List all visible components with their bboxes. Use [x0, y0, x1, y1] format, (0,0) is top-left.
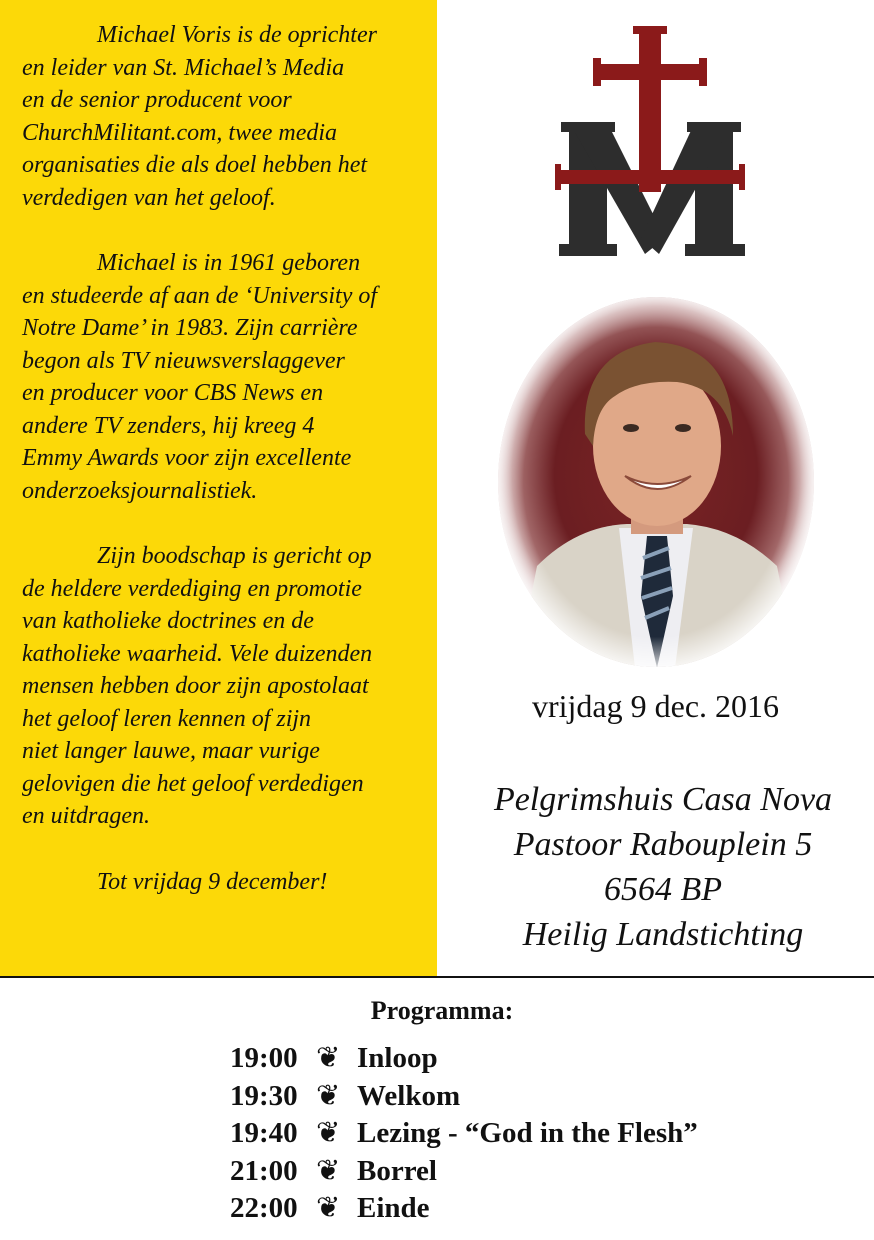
bio-line: onderzoeksjournalistiek.: [22, 477, 258, 504]
section-divider: [0, 976, 874, 978]
bio-line: ChurchMilitant.com, twee media: [22, 119, 338, 146]
venue-address: [437, 777, 874, 957]
bio-line: mensen hebben door zijn apostolaat: [22, 673, 369, 699]
program-label: Einde: [357, 1192, 430, 1224]
program-time: 19:30: [230, 1079, 298, 1112]
program-item: [230, 1115, 698, 1153]
program-title: Programma:: [370, 996, 514, 1025]
biography-text: [22, 19, 432, 931]
venue-line: 6564 BP: [603, 871, 723, 908]
venue-line: Heilig Landstichting: [522, 916, 804, 953]
bio-line: gelovigen die het geloof verdedigen: [22, 770, 364, 797]
bio-line: organisaties die als doel hebben het: [22, 152, 368, 178]
cross-shaft-overlay: [639, 122, 661, 192]
program-label: Lezing - “God in the Flesh”: [357, 1117, 698, 1149]
cross-over-m-logo: [555, 26, 745, 264]
bio-line: en leider van St. Michael’s Media: [22, 54, 345, 81]
bio-line: Michael is in 1961 geboren: [97, 250, 361, 276]
portrait-fade: [497, 296, 815, 668]
program-time: 22:00: [230, 1192, 298, 1224]
bio-line: Zijn boodschap is gericht op: [97, 543, 372, 569]
swash-bullet-icon: ❦: [316, 1079, 341, 1112]
bio-line: niet langer lauwe, maar vurige: [22, 738, 320, 764]
portrait-photo: [497, 296, 815, 668]
program-time: 19:00: [230, 1042, 298, 1074]
bio-line: verdedigen van het geloof.: [22, 184, 276, 211]
bio-line: Michael Voris is de oprichter: [97, 22, 377, 48]
event-date: vrijdag 9 dec. 2016: [531, 688, 780, 724]
program-label: Welkom: [357, 1079, 461, 1112]
bio-line: en uitdragen.: [22, 803, 150, 829]
swash-bullet-icon: ❦: [316, 1042, 341, 1074]
swash-bullet-icon: ❦: [316, 1154, 341, 1187]
bio-closing: [22, 866, 432, 899]
swash-bullet-icon: ❦: [316, 1192, 341, 1224]
program-item: [230, 1190, 698, 1228]
program-time: 19:40: [230, 1117, 298, 1149]
program-time: 21:00: [230, 1154, 298, 1187]
swash-bullet-icon: ❦: [316, 1117, 341, 1149]
bio-line: andere TV zenders, hij kreeg 4: [22, 412, 315, 439]
bio-line: Emmy Awards voor zijn excellente: [22, 445, 352, 471]
program-item: [230, 1153, 698, 1191]
program-label: Inloop: [357, 1042, 438, 1074]
bio-line: de heldere verdediging en promotie: [22, 575, 362, 602]
program-item: [230, 1078, 698, 1116]
bio-line: katholieke waarheid. Vele duizenden: [22, 640, 373, 667]
program-list: [230, 1040, 698, 1228]
venue-line: Pastoor Rabouplein 5: [513, 826, 813, 863]
bio-line: en studeerde af aan de ‘University of: [22, 282, 378, 309]
program-label: Borrel: [357, 1154, 437, 1187]
bio-line: begon als TV nieuwsverslaggever: [22, 347, 345, 374]
venue-line: Pelgrimshuis Casa Nova: [493, 781, 833, 818]
bio-paragraph-3: [22, 540, 432, 833]
bio-line: het geloof leren kennen of zijn: [22, 705, 312, 732]
bio-paragraph-1: [22, 19, 432, 214]
closing-line: Tot vrijdag 9 december!: [97, 868, 328, 895]
program-item: [230, 1040, 698, 1078]
bio-paragraph-2: [22, 247, 432, 507]
bio-line: en producer voor CBS News en: [22, 380, 324, 406]
bio-line: Notre Dame’ in 1983. Zijn carrière: [22, 315, 358, 341]
bio-line: van katholieke doctrines en de: [22, 608, 314, 634]
bio-line: en de senior producent voor: [22, 87, 292, 113]
